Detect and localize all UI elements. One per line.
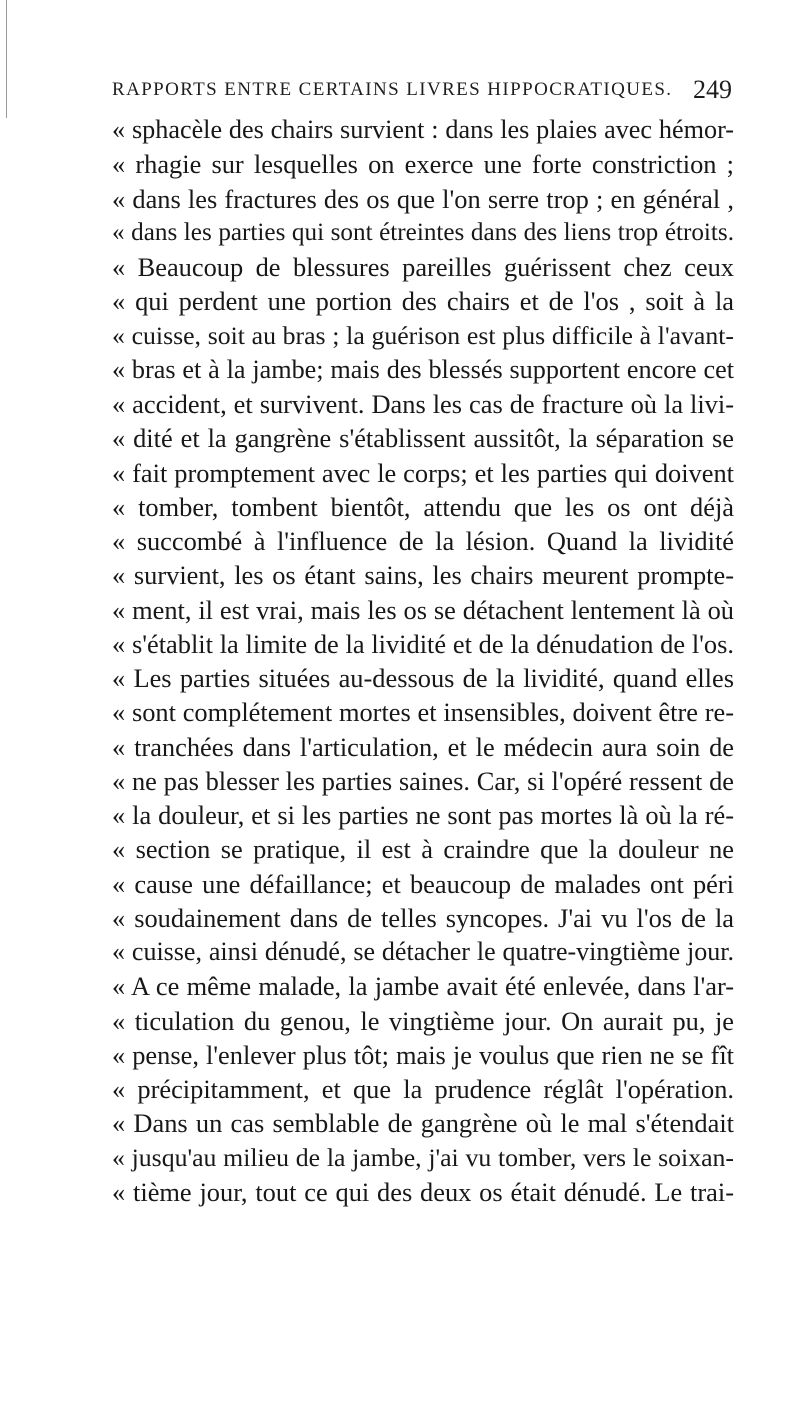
text-line: « la douleur, et si les parties ne sont pas mortes là où la ré-	[112, 800, 734, 830]
text-line: « succombé à l'influence de la lésion. Quand la lividité	[112, 526, 734, 556]
text-line: « bras et à la jambe; mais des blessés supportent encore cet	[112, 354, 734, 384]
running-title: RAPPORTS ENTRE CERTAINS LIVRES HIPPOCRATIQUES.	[112, 79, 673, 100]
text-line: « dans les fractures des os que l'on serre trop ; en général ,	[112, 183, 734, 214]
text-line: « Dans un cas semblable de gangrène où le mal s'étendait	[112, 1108, 734, 1139]
text-line: « Beaucoup de blessures pareilles guérissent chez ceux	[112, 252, 734, 282]
text-line: « soudainement dans de telles syncopes. J'ai vu l'os de la	[112, 902, 734, 933]
text-line: « cause une défaillance; et beaucoup de malades ont péri	[112, 868, 734, 899]
text-line: « sont complétement mortes et insensibles, doivent être re-	[112, 697, 734, 728]
text-line: « accident, et survivent. Dans les cas de fracture où la livi-	[112, 389, 734, 419]
text-line: « qui perdent une portion des chairs et de l'os , soit à la	[112, 286, 734, 317]
text-line: « section se pratique, il est à craindre que la douleur ne	[112, 834, 734, 865]
text-line: « ne pas blesser les parties saines. Car, si l'opéré ressent de	[112, 765, 734, 796]
text-line: « jusqu'au milieu de la jambe, j'ai vu tomber, vers le soixan-	[112, 1142, 734, 1172]
text-line: « survient, les os étant sains, les chairs meurent prompte-	[112, 560, 734, 591]
text-line: « cuisse, ainsi dénudé, se détacher le quatre-vingtième jour.	[112, 937, 734, 966]
text-line: « dans les parties qui sont étreintes dans des liens trop étroits.	[112, 218, 734, 246]
text-line: « s'établit la limite de la lividité et de la dénudation de l'os.	[112, 628, 734, 659]
margin-rule	[6, 0, 7, 118]
running-head	[112, 77, 732, 107]
text-line: « Les parties situées au-dessous de la lividité, quand elles	[112, 663, 734, 693]
text-line: « sphacèle des chairs survient : dans les plaies avec hémor-	[112, 115, 734, 144]
text-line: « ment, il est vrai, mais les os se détachent lentement là où	[112, 594, 734, 625]
text-line: « ticulation du genou, le vingtième jour. On aurait pu, je	[112, 1005, 734, 1036]
text-line: « tième jour, tout ce qui des deux os était dénudé. Le trai-	[112, 1176, 734, 1207]
text-line: « dité et la gangrène s'établissent aussitôt, la séparation se	[112, 423, 734, 454]
text-line: « cuisse, soit au bras ; la guérison est plus difficile à l'avant-	[112, 320, 734, 350]
body-text	[112, 113, 734, 1209]
text-line: « fait promptement avec le corps; et les parties qui doivent	[112, 457, 734, 488]
page-number: 249	[693, 75, 732, 104]
text-line: « rhagie sur lesquelles on exerce une forte constriction ;	[112, 149, 734, 180]
text-line: « A ce même malade, la jambe avait été enlevée, dans l'ar-	[112, 971, 734, 1002]
text-line: « pense, l'enlever plus tôt; mais je voulus que rien ne se fît	[112, 1039, 734, 1070]
text-line: « précipitamment, et que la prudence réglât l'opération.	[112, 1074, 734, 1104]
text-line: « tranchées dans l'articulation, et le médecin aura soin de	[112, 731, 734, 762]
text-line: « tomber, tombent bientôt, attendu que les os ont déjà	[112, 491, 734, 522]
